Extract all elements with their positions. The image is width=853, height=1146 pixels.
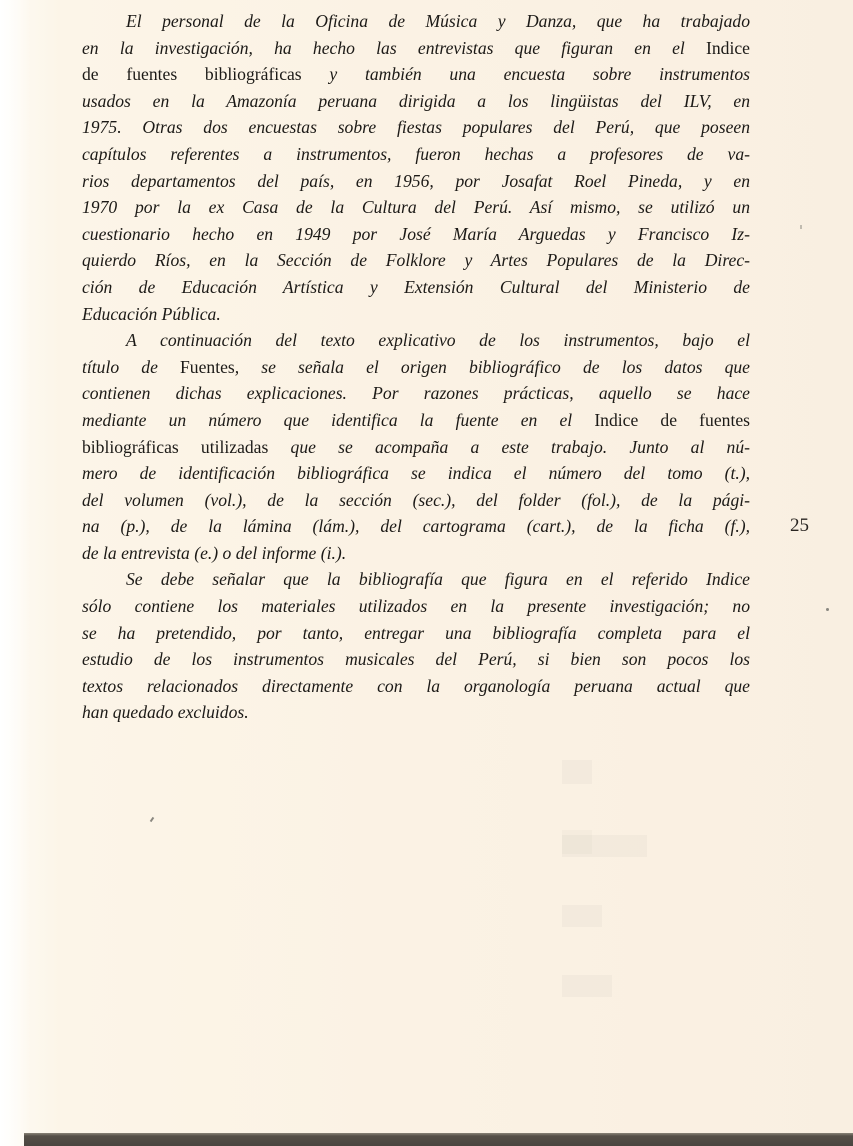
show-through-mark [562, 905, 602, 927]
text-line [82, 141, 750, 168]
italic-text: 1970 por la ex Casa de la Cultura del Perú. Así mismo, se utilizó un [82, 197, 750, 218]
text-line [82, 380, 750, 407]
text-line [82, 35, 750, 62]
text-line [82, 274, 750, 301]
text-line [82, 673, 750, 700]
italic-text: estudio de los instrumentos musicales del Perú, si bien son pocos los [82, 649, 750, 670]
text-line [82, 513, 750, 540]
show-through-mark [562, 835, 647, 857]
italic-text: que se acompaña a este trabajo. Junto al nú- [290, 436, 750, 457]
text-line [82, 487, 750, 514]
italic-text: se ha pretendido, por tanto, entregar una bibliografía completa para el [82, 622, 750, 643]
text-line [82, 646, 750, 673]
text-line [82, 114, 750, 141]
text-line [82, 247, 750, 274]
text-line [82, 407, 750, 434]
italic-text: en la investigación, ha hecho las entrevistas que figuran en el [82, 37, 707, 58]
italic-text: quierdo Ríos, en la Sección de Folklore y Artes Populares de la Direc- [82, 250, 750, 271]
italic-text: A continuación del texto explicativo de los instrumentos, bajo el [126, 330, 750, 351]
italic-text: de la entrevista (e.) o del informe (i.). [82, 542, 347, 563]
text-line [82, 434, 750, 461]
italic-text: Se debe señalar que la bibliografía que figura en el referido Indice [126, 569, 750, 590]
italic-text: mediante un número que identifica la fuente en el [82, 409, 595, 430]
ink-speck [826, 608, 829, 611]
italic-text: , se señala el origen bibliográfico de los datos que [234, 356, 750, 377]
text-line [82, 8, 750, 35]
italic-text: han quedado excluidos. [82, 702, 249, 723]
text-line [82, 566, 750, 593]
text-line [82, 194, 750, 221]
page-edge-shade [0, 0, 30, 1146]
text-line [82, 327, 750, 354]
italic-text: sólo contiene los materiales utilizados en la presente investigación; no [82, 596, 750, 617]
italic-text: textos relacionados directamente con la organología peruana actual que [82, 675, 750, 696]
show-through-mark [562, 975, 612, 997]
ink-speck [150, 817, 155, 822]
text-line [82, 354, 750, 381]
italic-text: y también una encuesta sobre instrumentos [329, 64, 750, 85]
text-line [82, 593, 750, 620]
italic-text: rios departamentos del país, en 1956, por Josafat Roel Pineda, y en [82, 170, 750, 191]
text-line [82, 168, 750, 195]
text-line [82, 301, 750, 328]
text-line [82, 540, 750, 567]
italic-text: ción de Educación Artística y Extensión Cultural del Ministerio de [82, 276, 750, 297]
italic-text: cuestionario hecho en 1949 por José María Arguedas y Francisco Iz- [82, 223, 750, 244]
roman-text: Fuentes [180, 356, 235, 377]
text-line [82, 460, 750, 487]
text-line [82, 699, 750, 726]
italic-text: na (p.), de la lámina (lám.), del cartograma (cart.), de la ficha (f.), [82, 516, 750, 537]
page-number: 25 [790, 515, 809, 536]
italic-text: del volumen (vol.), de la sección (sec.), del folder (fol.), de la pági- [82, 489, 750, 510]
roman-text: bibliográficas utilizadas [82, 436, 291, 457]
page-bottom-edge [24, 1133, 853, 1146]
italic-text: contienen dichas explicaciones. Por razones prácticas, aquello se hace [82, 383, 750, 404]
text-line [82, 88, 750, 115]
text-line [82, 61, 750, 88]
paragraph [82, 327, 750, 566]
text-line [82, 221, 750, 248]
italic-text: El personal de la Oficina de Música y Danza, que ha trabajado [126, 11, 750, 31]
show-through-mark [562, 760, 592, 784]
ink-speck [800, 225, 802, 229]
text-line [82, 620, 750, 647]
roman-text: Indice de fuentes [594, 409, 750, 430]
body-text [82, 8, 750, 726]
paragraph [82, 8, 750, 327]
italic-text: título de [82, 356, 180, 377]
italic-text: usados en la Amazonía peruana dirigida a los lingüistas del ILV, en [82, 90, 750, 111]
roman-text: de fuentes bibliográficas [82, 64, 330, 85]
italic-text: 1975. Otras dos encuestas sobre fiestas populares del Perú, que poseen [82, 117, 750, 138]
italic-text: capítulos referentes a instrumentos, fueron hechas a profesores de va- [82, 143, 750, 164]
roman-text: Indice [706, 37, 750, 58]
paragraph [82, 566, 750, 726]
italic-text: Educación Pública. [82, 303, 221, 324]
italic-text: mero de identificación bibliográfica se indica el número del tomo (t.), [82, 463, 750, 484]
